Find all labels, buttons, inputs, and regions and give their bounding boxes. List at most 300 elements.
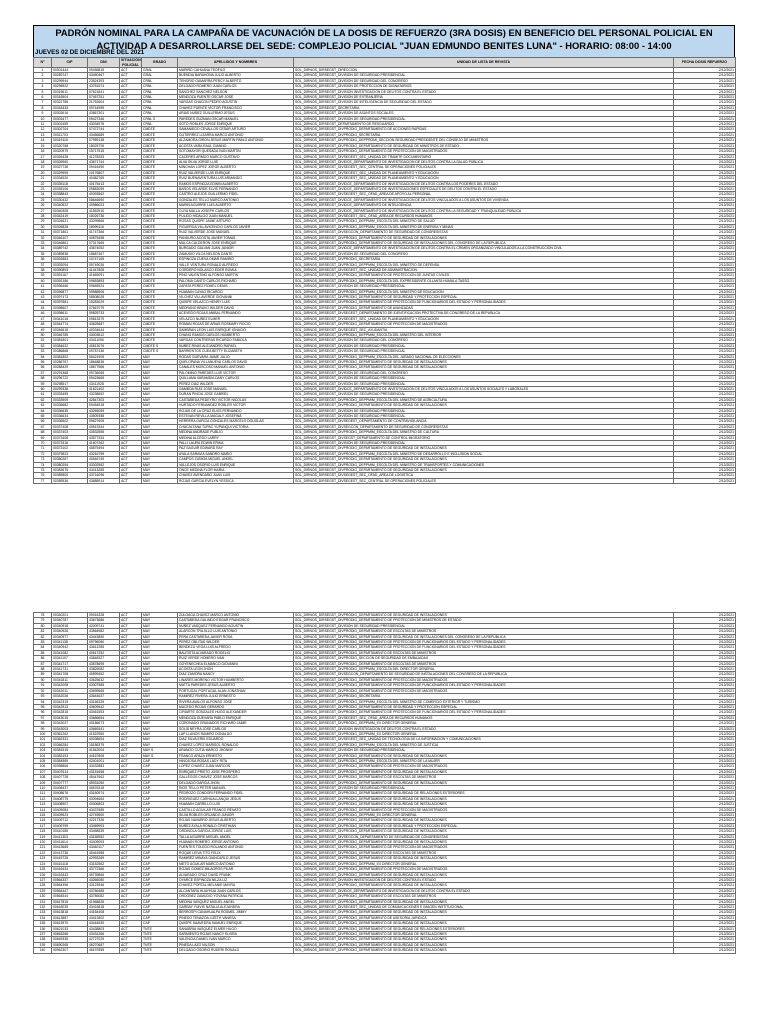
cell-rank: CAP [142, 883, 178, 888]
cell-dni: 43772366 [88, 867, 120, 872]
cell-situation: ACT [120, 84, 142, 89]
cell-name: BAÑOS VELARDE ELVIS FERNANDO [178, 186, 294, 191]
cell-situation: ACT [120, 300, 142, 305]
cell-number: 38 [34, 268, 52, 273]
cell-number: 2 [34, 73, 52, 78]
cell-rank: MAY [142, 699, 178, 704]
cell-situation: ACT [120, 764, 142, 769]
cell-situation: ACT [120, 251, 142, 256]
cell-booster-date: 2/12/2021 [674, 462, 736, 467]
cell-booster-date: 2/12/2021 [674, 688, 736, 693]
cell-number: 36 [34, 257, 52, 262]
cell-dni: 43411096 [88, 338, 120, 343]
cell-situation: ACT [120, 208, 142, 213]
cell-rank: CMDTE [142, 295, 178, 300]
cell-name: ALZAMORA GIRON JESUS MARTIN PABLO ANTONIO [178, 138, 294, 143]
cell-number: 23 [34, 186, 52, 191]
cell-unit: SOL_DIRNOS_DIRSEGST_DIVPRODIG_DEPARTAMENTO DE SEGURIDAD DE INSTALACIONES [294, 235, 674, 240]
cell-situation: ACT [120, 948, 142, 953]
cell-unit: SOL_DIRNOS_DIRSEGST_DIVPRODIG_SECRETARIA [294, 132, 674, 137]
cell-cip: 00320979 [52, 149, 88, 154]
cell-name: LINARES MORENO VICTOR HUMBERTO [178, 677, 294, 682]
cell-name: GUTIERREZ LIZARRA MARCO ANTONIO [178, 132, 294, 137]
cell-cip: 00398866 [52, 764, 88, 769]
cell-rank: MAY [142, 721, 178, 726]
cell-number: 126 [34, 872, 52, 877]
cell-cip: 00341811 [52, 677, 88, 682]
cell-unit: SOL_DIRNOS_DIRSEGST_DIVPRODIG_DEPARTAMENTO DE SEGURIDAD DE INSTALACIONES [294, 457, 674, 462]
cell-unit: SOL_DIRNOS_DIRSEGST_DIVPRODIG_DEPARTAMENTO DE PROTECCION DE FUNCIONARIOS DEL ESTADO Y PERSONALIDADES [294, 300, 674, 305]
cell-unit: SOL_DIRNOS_DIRSEGST_DIVPRODIG_DEPPMIM_ESCOLTA DEL DIRECTOR GENERAL [294, 667, 674, 672]
cell-booster-date: 2/12/2021 [674, 213, 736, 218]
cell-situation: ACT [120, 111, 142, 116]
cell-number: 33 [34, 241, 52, 246]
cell-booster-date: 2/12/2021 [674, 731, 736, 736]
cell-unit: SOL_DIRNOS_DIRSEGST_DIVSEGEST_SEC_CENTRAL DE OPERACIONES POLICIALES [294, 165, 674, 170]
cell-booster-date: 2/12/2021 [674, 435, 736, 440]
cell-rank: MAY [142, 408, 178, 413]
cell-unit: SOL_DIRNOS_DIRSEGST_DIVIDCE_DEPARTAMENTO DE INVESTIGACIONES ESPECIALES DE DELITOS CONTRA EL ESTADO [294, 186, 674, 191]
cell-dni: 07959138 [88, 138, 120, 143]
cell-name: QUILLAMA VARAMDIA DANY CARLOS [178, 376, 294, 381]
cell-rank: GRAL [142, 68, 178, 73]
cell-booster-date: 2/12/2021 [674, 95, 736, 100]
cell-dni: 41607262 [88, 441, 120, 446]
cell-unit: SOL_DIRNOS_DIRSEGST_DIVISION INVESTIGACION DE DELITOS CONTRA EL ESTADO [294, 877, 674, 882]
cell-rank: CMDTE [142, 332, 178, 337]
cell-unit: SOL_DIRNOS_DIRSEGST_DIVPRODIG_DEPARTAMENTO DE PROTECCION DE MAGISTRADOS [294, 867, 674, 872]
cell-cip: 00392883 [52, 257, 88, 262]
cell-dni: 40038694 [88, 737, 120, 742]
cell-name: BENDEZU VEGA LUIS ALFREDO [178, 645, 294, 650]
cell-rank: TNTE [142, 948, 178, 953]
cell-situation: ACT [120, 241, 142, 246]
cell-number: 123 [34, 856, 52, 861]
cell-unit: SOL_DIRNOS_DIRSEGST_DIVSEGEST_SEC_CENTRAL DE OPERACIONES POLICIALES [294, 478, 674, 483]
cell-name: RIOS TELLO PETER MANUEL [178, 786, 294, 791]
cell-rank: CAP [142, 861, 178, 866]
cell-situation: ACT [120, 937, 142, 942]
cell-rank: MAY [142, 376, 178, 381]
cell-name: ALVA SILVA JORGE LUIS [178, 159, 294, 164]
cell-number: 121 [34, 845, 52, 850]
cell-booster-date: 2/12/2021 [674, 132, 736, 137]
cell-number: 28 [34, 213, 52, 218]
cell-rank: TNTE [142, 926, 178, 931]
cell-dni: 09796080 [88, 640, 120, 645]
cell-situation: ACT [120, 704, 142, 709]
cell-cip: 00397881 [52, 300, 88, 305]
cell-dni: 09744959 [88, 105, 120, 110]
cell-number: 9 [34, 111, 52, 116]
cell-cip: 00340787 [52, 618, 88, 623]
cell-rank: MAY [142, 451, 178, 456]
cell-cip: 00380287 [52, 457, 88, 462]
cell-booster-date: 2/12/2021 [674, 376, 736, 381]
cell-dni: 40186673 [88, 721, 120, 726]
cell-dni: 43785082 [88, 894, 120, 899]
cell-situation: ACT [120, 122, 142, 127]
cell-unit: SOL_DIRNOS_DIRSEGST_DIVPRODIG_SECRETARIA [294, 257, 674, 262]
cell-unit: SOL_DIRNOS_DIRSEGST_DIVPRODIG_DEPARTAMENTO DE ESCOLTAS DE MINISTROS [294, 650, 674, 655]
cell-name: MENDOZA PUENTE OSCAR JOSE [178, 95, 294, 100]
cell-rank: GRAL [142, 73, 178, 78]
cell-situation: ACT [120, 737, 142, 742]
cell-situation: ACT [120, 332, 142, 337]
cell-rank: MAY [142, 645, 178, 650]
cell-booster-date: 2/12/2021 [674, 818, 736, 823]
cell-name: VELAZCO NUÑEZ ELMER [178, 316, 294, 321]
cell-cip: 00398611 [52, 311, 88, 316]
cell-rank: CMDTE [142, 127, 178, 132]
cell-number: 85 [34, 650, 52, 655]
cell-rank: CMDTE [142, 316, 178, 321]
cell-rank: CAP [142, 780, 178, 785]
cell-booster-date: 2/12/2021 [674, 742, 736, 747]
cell-name: CASTAÑEDA GALINDO EDGAR FRANCISCO [178, 618, 294, 623]
cell-name: ARIAS NUÑEZ GUILLERMO JESUS [178, 111, 294, 116]
cell-unit: SOL_DIRNOS_DIRSEGST_DIVIDCE_DEPARTAMENTO DE INVESTIGACION DE DELITOS CONTRA EL ESTADO [294, 888, 674, 893]
cell-situation: ACT [120, 224, 142, 229]
cell-dni: 43299866 [88, 219, 120, 224]
cell-cip: 00341016 [52, 316, 88, 321]
cell-rank: CMDTE S [142, 349, 178, 354]
cell-dni: 15283029 [88, 300, 120, 305]
cell-booster-date: 2/12/2021 [674, 829, 736, 834]
cell-booster-date: 2/12/2021 [674, 813, 736, 818]
cell-situation: ACT [120, 376, 142, 381]
cell-dni: 43825082 [88, 667, 120, 672]
cell-dni: 43648327 [88, 656, 120, 661]
cell-dni: 43302982 [88, 462, 120, 467]
cell-cip: 00564544 [52, 894, 88, 899]
cell-number: 116 [34, 818, 52, 823]
cell-booster-date: 2/12/2021 [674, 230, 736, 235]
cell-number: 27 [34, 208, 52, 213]
cell-rank: CAP [142, 910, 178, 915]
cell-rank: CRNL [142, 100, 178, 105]
cell-cip: 00296522 [52, 84, 88, 89]
cell-cip: 00409523 [52, 813, 88, 818]
cell-booster-date: 2/12/2021 [674, 942, 736, 947]
cell-booster-date: 2/12/2021 [674, 219, 736, 224]
cell-number: 7 [34, 100, 52, 105]
cell-number: 76 [34, 473, 52, 478]
cell-cip: 00613970 [52, 921, 88, 926]
cell-name: ONCE MEDINA FLOR MARIA [178, 468, 294, 473]
cell-cip: 00389838 [52, 251, 88, 256]
cell-dni: 43409093 [88, 840, 120, 845]
cell-name: DIAZ ZAMORA NANCY [178, 672, 294, 677]
cell-cip: 00301444 [52, 68, 88, 73]
cell-rank: CRNL S [142, 116, 178, 121]
cell-situation: ACT [120, 165, 142, 170]
cell-cip: 00408775 [52, 796, 88, 801]
cell-number: 50 [34, 332, 52, 337]
cell-booster-date: 2/12/2021 [674, 883, 736, 888]
cell-cip: 00341107 [52, 656, 88, 661]
cell-name: CHAVEZ LOPEZ MARISOL RONALDO [178, 742, 294, 747]
cell-cip: 00373408 [52, 435, 88, 440]
cell-cip: 00340522 [52, 203, 88, 208]
cell-unit: SOL_DIRNOS_DIRSEGST_DIVPRODIG_DEPPMIM_ESCOLTA DEL MINISTRO DE DESARROLLO E INCLUSION SOCIAL [294, 451, 674, 456]
cell-name: MALCA CALDERON JOSE ENRIQUE [178, 241, 294, 246]
cell-situation: ACT [120, 403, 142, 408]
cell-number: 51 [34, 338, 52, 343]
cell-cip: 00303477 [52, 116, 88, 121]
cell-number: 54 [34, 354, 52, 359]
cell-cip: 00343015 [52, 715, 88, 720]
cell-booster-date: 2/12/2021 [674, 894, 736, 899]
cell-cip: 00396877 [52, 289, 88, 294]
cell-cip: 00346785 [52, 332, 88, 337]
cell-booster-date: 2/12/2021 [674, 105, 736, 110]
cell-unit: SOL_DIRNOS_DIRSEGST_DIVSEGEST_SEC_OFAD_AREA DE APOYO AL PERSONAL [294, 192, 674, 197]
cell-unit: SOL_DIRNOS_DIRSEGST_DIVISION DE SEGURIDAD PRESIDENCIAL [294, 349, 674, 354]
cell-name: ROJAS NAVARRO JESUS ALBERTO [178, 818, 294, 823]
cell-cip: 00408907 [52, 802, 88, 807]
cell-booster-date: 2/12/2021 [674, 122, 736, 127]
cell-cip: 00341731 [52, 667, 88, 672]
cell-cip: 00381801 [52, 338, 88, 343]
cell-booster-date: 2/12/2021 [674, 807, 736, 812]
cell-dni: 43034576 [88, 122, 120, 127]
cell-unit: SOL_DIRNOS_DIRSEGST_DIVPRODIG_DEPARTAMENTO DE ASESORIA JURIDICA [294, 915, 674, 920]
cell-name: MARIN AGUIRRE LUIS ALBERTO [178, 203, 294, 208]
cell-dni: 21752604 [88, 100, 120, 105]
cell-situation: ACT [120, 683, 142, 688]
cell-name: PAREDES GUZMAN OSCAR MANUEL [178, 116, 294, 121]
cell-number: 10 [34, 116, 52, 121]
cell-situation: ACT [120, 796, 142, 801]
cell-situation: ACT [120, 623, 142, 628]
cell-name: DELGADO OSORIO RUDERI RONALD [178, 948, 294, 953]
header-number: N° [34, 58, 52, 68]
cell-unit: SOL_DIRNOS_DIRSEGST_DIVPRODIG_DEPARTAMENTO DE PROTECCION DE FUNCIONARIOS DEL ESTADO Y PERSONALIDADES [294, 683, 674, 688]
cell-unit: SOL_DIRNOS_DIRSEGST_DIVISION DE ASUNTOS SOCIALES [294, 111, 674, 116]
cell-cip: 00416434 [52, 867, 88, 872]
cell-booster-date: 2/12/2021 [674, 338, 736, 343]
cell-rank: MAY [142, 468, 178, 473]
cell-number: 105 [34, 758, 52, 763]
cell-dni: 40875458 [88, 235, 120, 240]
cell-dni: 08508028 [88, 295, 120, 300]
cell-rank: CAP [142, 769, 178, 774]
cell-name: CIRIARTE GONZALES HUGO ALEXANDER [178, 710, 294, 715]
cell-rank: CMDTE [142, 170, 178, 175]
cell-cip: 00392094 [52, 262, 88, 267]
cell-cip: 00409799 [52, 823, 88, 828]
cell-cip: 00407728 [52, 775, 88, 780]
cell-situation: ACT [120, 715, 142, 720]
cell-unit: SOL_DIRNOS_DIRSEGST_DIVSEGEST_SEC_UNIDAD DE PLANEAMIENTO Y EDUCACION [294, 176, 674, 181]
cell-situation: ACT [120, 316, 142, 321]
cell-rank: CMDTE [142, 246, 178, 251]
cell-cip: 00373316 [52, 441, 88, 446]
cell-rank: CRNL [142, 84, 178, 89]
cell-unit: SOL_DIRNOS_DIRSEGST_DIVSEGEST_SEC_OFAD_AREA DE RECURSOS HUMANOS [294, 715, 674, 720]
cell-unit: SOL_DIRNOS_DIRSEGST_DIVSEGEST_SEC_UNIDAD DE PLANEAMIENTO Y EDUCACION [294, 316, 674, 321]
cell-name: PEDROZO CONDORI FERNANDO FIDEL [178, 791, 294, 796]
cell-dni: 43450467 [88, 73, 120, 78]
cell-dni: 43671744 [88, 159, 120, 164]
cell-number: 73 [34, 457, 52, 462]
cell-situation: ACT [120, 931, 142, 936]
roster-table-part-1 [33, 57, 736, 484]
cell-name: SAMBRAN LEON LUIS ENRIQUE IGNACIO [178, 327, 294, 332]
cell-rank: CMDTE [142, 322, 178, 327]
cell-cip: 00322786 [52, 100, 88, 105]
cell-situation: ACT [120, 370, 142, 375]
cell-cip: 00316504 [52, 95, 88, 100]
cell-cip: 00396466 [52, 284, 88, 289]
cell-booster-date: 2/12/2021 [674, 116, 736, 121]
cell-booster-date: 2/12/2021 [674, 246, 736, 251]
cell-situation: ACT [120, 327, 142, 332]
cell-booster-date: 2/12/2021 [674, 127, 736, 132]
cell-rank: CMDTE [142, 300, 178, 305]
cell-unit: SOL_DIRNOS_DIRSEGST_DIVPRODIG_DEPARTAMENTO DE ACCIONES RAPIDAS [294, 127, 674, 132]
cell-rank: CMDTE [142, 165, 178, 170]
cell-unit: SOL_DIRNOS_DIRSEGST_DIVPRODIG_DEPARTAMENTO DE SEGURIDAD Y PROTECCION ESPECIAL [294, 823, 674, 828]
cell-situation: ACT [120, 877, 142, 882]
cell-dni: 18025726 [88, 143, 120, 148]
cell-cip: 00334920 [52, 176, 88, 181]
cell-unit: SOL_DIRNOS_DIRSEGST_DIVPRODIG_DEPARTAMENTO DE PROTECCION DE MAGISTRADOS [294, 807, 674, 812]
cell-name: NIETO AGUILAR MARCO ANTONIO [178, 861, 294, 866]
cell-dni: 43469993 [88, 823, 120, 828]
cell-situation: ACT [120, 650, 142, 655]
cell-booster-date: 2/12/2021 [674, 748, 736, 753]
cell-dni: 40676318 [88, 786, 120, 791]
cell-situation: ACT [120, 468, 142, 473]
cell-unit: SOL_DIRNOS_DIRSEGST_DIVSEGCON_DEPARTAMENTO DE SEGURIDAD DE CONGRESISTAS [294, 834, 674, 839]
cell-unit: SOL_DIRNOS_DIRSEGST_DIVISION DE SEGURIDAD PRESIDENCIAL [294, 748, 674, 753]
cell-rank: CMDTE [142, 138, 178, 143]
cell-dni: 43416818 [88, 904, 120, 909]
cell-situation: ACT [120, 424, 142, 429]
cell-dni: 43438803 [88, 926, 120, 931]
cell-situation: ACT [120, 68, 142, 73]
cell-cip: 00342026 [52, 694, 88, 699]
cell-booster-date: 2/12/2021 [674, 715, 736, 720]
cell-booster-date: 2/12/2021 [674, 683, 736, 688]
cell-name: HINOJOSA ROSAS LADY RITA [178, 758, 294, 763]
cell-dni: 18648836 [88, 359, 120, 364]
cell-cip: 00690265 [52, 942, 88, 947]
cell-name: ALCANTARA HUAYHUA JUAN CARLOS [178, 888, 294, 893]
cell-unit: SOL_DIRNOS_DIRSEGST_DIVISION DE SEGURIDAD PRESIDENCIAL [294, 408, 674, 413]
cell-number: 34 [34, 246, 52, 251]
cell-unit: SOL_DIRNOS_DIRSEGST_DIVISION DE PROTECCION DE DIGNATARIOS [294, 84, 674, 89]
cell-rank: TNTE [142, 937, 178, 942]
cell-number: 35 [34, 251, 52, 256]
cell-name: MEDINA ALCEDO LARRY [178, 435, 294, 440]
cell-rank: CMDTE [142, 197, 178, 202]
cell-number: 3 [34, 78, 52, 83]
cell-rank: MAY [142, 446, 178, 451]
header-rank: GRADO [142, 58, 178, 68]
cell-name: RUIZ VALVERDE JOSE MANUEL [178, 230, 294, 235]
cell-unit: SOL_DIRNOS_DIRSEGST_DIVIDCE_DEPARTAMENTO DE INVESTIGACION DE DELITOS CONTRA LA SEGURIDAD Y TRANQUILIDAD PUBLICA [294, 208, 674, 213]
cell-cip: 00617815 [52, 899, 88, 904]
date-line: JUEVES 02 DE DICIEMBRE DEL 2021 [35, 49, 145, 56]
cell-rank: MAY [142, 473, 178, 478]
cell-name: FIGUEROA VILLAVICENCIO CARLOS JAVIER [178, 224, 294, 229]
cell-dni: 07621841 [88, 89, 120, 94]
cell-situation: ACT [120, 154, 142, 159]
cell-booster-date: 2/12/2021 [674, 159, 736, 164]
cell-number: 110 [34, 786, 52, 791]
cell-situation: ACT [120, 672, 142, 677]
cell-cip: 00649335 [52, 937, 88, 942]
cell-unit: SOL_DIRNOS_DIRSEGST_DIVPRODIG_DEPARTAMENTO DE SEGURIDAD DE INSTALACIONES [294, 872, 674, 877]
cell-number: 63 [34, 403, 52, 408]
cell-number: 29 [34, 219, 52, 224]
cell-unit: SOL_DIRNOS_DIRSEGST_DIVPRODIG_DEPPMIM_ESCOLTA DEL MINISTRO DE AGRICULTURA [294, 397, 674, 402]
cell-number: 114 [34, 807, 52, 812]
cell-unit: SOL_DIRNOS_DIRSEGST_DIVIDCE_DEPARTAMENTO DE INTELIGENCIA [294, 203, 674, 208]
cell-rank: MAY [142, 354, 178, 359]
cell-name: RODAS GUEVARA JAIME JULIO [178, 354, 294, 359]
cell-situation: ACT [120, 386, 142, 391]
cell-booster-date: 2/12/2021 [674, 910, 736, 915]
cell-rank: CAP [142, 802, 178, 807]
cell-cip: 00341138 [52, 640, 88, 645]
cell-situation: ACT [120, 629, 142, 634]
cell-cip: 00333459 [52, 392, 88, 397]
cell-booster-date: 2/12/2021 [674, 867, 736, 872]
cell-cip: 00326621 [52, 219, 88, 224]
cell-rank: CMDTE [142, 273, 178, 278]
cell-rank: CAP [142, 845, 178, 850]
cell-unit: SOL_DIRNOS_DIRSEGST_DIVPRODIG_DEPPROMI_SECCION SEGURIDAD PRESIDENTE DEL CONSEJO DE MINISTROS [294, 138, 674, 143]
cell-rank: CRNL [142, 78, 178, 83]
cell-name: BERROSPI CANAHUALPA ROSMEL JIMMY [178, 910, 294, 915]
cell-unit: SOL_DIRNOS_DIRSEGST_DIVPRODIG_DEPARTAMENTO DE PROTECCION DE MAGISTRADOS [294, 764, 674, 769]
cell-name: PORTUGAL PORTUGAL ALAN JONATHAN [178, 688, 294, 693]
cell-dni: 07317665 [88, 241, 120, 246]
cell-dni: 43867301 [88, 111, 120, 116]
cell-number: 115 [34, 813, 52, 818]
cell-name: ARANGO CUTIA MARCO JHONNY [178, 748, 294, 753]
cell-rank: MAY [142, 424, 178, 429]
cell-number: 75 [34, 468, 52, 473]
cell-dni: 43509358 [88, 414, 120, 419]
cell-cip: 00330432 [52, 197, 88, 202]
cell-booster-date: 2/12/2021 [674, 623, 736, 628]
cell-name: GALLEGOS CHAVEZ JOSE MARCOS [178, 775, 294, 780]
cell-dni: 09454518 [88, 403, 120, 408]
cell-unit: SOL_DIRNOS_DIRSEGST_DIVPRODIG_DEPARTAMENTO DE SEGURIDAD DE INSTALACIONES [294, 829, 674, 834]
cell-dni: 43695565 [88, 688, 120, 693]
cell-situation: ACT [120, 441, 142, 446]
cell-situation: ACT [120, 246, 142, 251]
cell-dni: 09787436 [88, 349, 120, 354]
cell-name: ALARCON TRUJILLO LUIS ANTONIO [178, 629, 294, 634]
cell-situation: ACT [120, 818, 142, 823]
cell-dni: 43458539 [88, 829, 120, 834]
cell-cip: 00409712 [52, 818, 88, 823]
cell-cip: 00342319 [52, 699, 88, 704]
cell-situation: ACT [120, 203, 142, 208]
cell-number: 92 [34, 688, 52, 693]
cell-number: 72 [34, 451, 52, 456]
cell-name: ZAPATA PEREZ ROMEL DENIS [178, 284, 294, 289]
cell-name: RUIZ BUENAVENTURA LUIS ARMANDO [178, 176, 294, 181]
cell-situation: ACT [120, 758, 142, 763]
cell-cip: 00326960 [52, 159, 88, 164]
